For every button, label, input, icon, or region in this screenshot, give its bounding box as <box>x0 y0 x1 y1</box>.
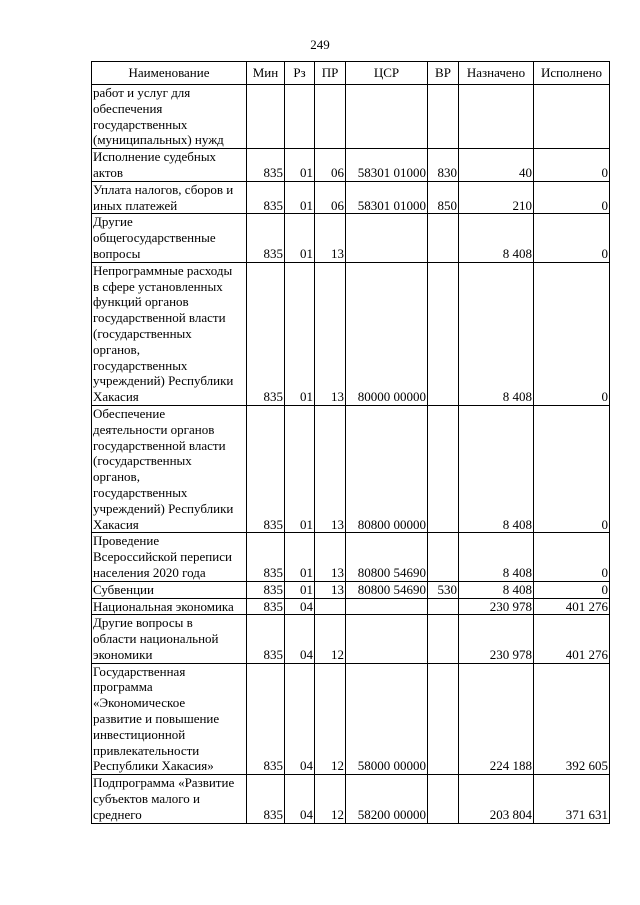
cell-executed: 371 631 <box>534 775 610 823</box>
cell-min: 835 <box>247 262 285 405</box>
cell-vr: 830 <box>428 149 459 182</box>
cell-rz: 01 <box>285 405 315 532</box>
header-vr: ВР <box>428 62 459 85</box>
cell-assigned: 230 978 <box>459 598 534 615</box>
cell-executed: 392 605 <box>534 663 610 775</box>
table-header <box>92 62 610 85</box>
cell-vr <box>428 214 459 262</box>
cell-pr: 13 <box>315 581 346 598</box>
cell-pr: 13 <box>315 405 346 532</box>
table-row <box>92 775 610 823</box>
cell-rz: 04 <box>285 615 315 663</box>
cell-executed: 401 276 <box>534 598 610 615</box>
header-row <box>92 62 610 85</box>
cell-executed: 0 <box>534 405 610 532</box>
cell-vr <box>428 533 459 581</box>
cell-pr: 06 <box>315 149 346 182</box>
cell-csr: 58200 00000 <box>346 775 428 823</box>
cell-assigned: 8 408 <box>459 533 534 581</box>
header-pr: ПР <box>315 62 346 85</box>
table-row <box>92 85 610 149</box>
header-rz: Рз <box>285 62 315 85</box>
cell-csr: 80000 00000 <box>346 262 428 405</box>
table-row <box>92 405 610 532</box>
cell-csr: 58301 01000 <box>346 149 428 182</box>
cell-csr <box>346 85 428 149</box>
cell-pr: 13 <box>315 214 346 262</box>
table-row <box>92 149 610 182</box>
table-row <box>92 533 610 581</box>
cell-rz: 01 <box>285 581 315 598</box>
cell-rz: 01 <box>285 214 315 262</box>
cell-rz: 04 <box>285 663 315 775</box>
cell-assigned: 8 408 <box>459 214 534 262</box>
cell-assigned: 210 <box>459 181 534 214</box>
cell-assigned <box>459 85 534 149</box>
table-row <box>92 214 610 262</box>
cell-min: 835 <box>247 598 285 615</box>
cell-assigned: 230 978 <box>459 615 534 663</box>
table-body <box>92 85 610 824</box>
cell-assigned: 8 408 <box>459 581 534 598</box>
cell-min: 835 <box>247 214 285 262</box>
cell-pr: 12 <box>315 663 346 775</box>
cell-csr: 58301 01000 <box>346 181 428 214</box>
cell-executed: 0 <box>534 533 610 581</box>
cell-min: 835 <box>247 533 285 581</box>
header-min: Мин <box>247 62 285 85</box>
table-row <box>92 615 610 663</box>
cell-name: Субвенции <box>92 581 247 598</box>
header-executed: Исполнено <box>534 62 610 85</box>
cell-csr: 80800 54690 <box>346 581 428 598</box>
cell-min: 835 <box>247 149 285 182</box>
cell-rz: 04 <box>285 775 315 823</box>
cell-csr <box>346 214 428 262</box>
cell-vr <box>428 405 459 532</box>
cell-executed: 0 <box>534 581 610 598</box>
cell-csr <box>346 598 428 615</box>
cell-rz <box>285 85 315 149</box>
cell-min: 835 <box>247 181 285 214</box>
cell-pr: 12 <box>315 615 346 663</box>
cell-name: Уплата налогов, сборов и иных платежей <box>92 181 247 214</box>
cell-name: Подпрограмма «Развитие субъектов малого и среднего <box>92 775 247 823</box>
cell-pr: 13 <box>315 262 346 405</box>
cell-pr: 13 <box>315 533 346 581</box>
table-row <box>92 663 610 775</box>
cell-vr <box>428 615 459 663</box>
cell-csr: 80800 00000 <box>346 405 428 532</box>
header-name: Наименование <box>92 62 247 85</box>
cell-assigned: 203 804 <box>459 775 534 823</box>
cell-executed: 0 <box>534 149 610 182</box>
cell-csr: 80800 54690 <box>346 533 428 581</box>
header-assigned: Назначено <box>459 62 534 85</box>
cell-name: работ и услуг для обеспечения государственных (муниципальных) нужд <box>92 85 247 149</box>
cell-pr <box>315 85 346 149</box>
cell-executed <box>534 85 610 149</box>
cell-vr <box>428 663 459 775</box>
cell-rz: 01 <box>285 533 315 581</box>
cell-pr: 06 <box>315 181 346 214</box>
budget-table <box>91 61 610 824</box>
cell-rz: 04 <box>285 598 315 615</box>
table-row <box>92 262 610 405</box>
table-row <box>92 181 610 214</box>
cell-pr: 12 <box>315 775 346 823</box>
cell-assigned: 224 188 <box>459 663 534 775</box>
cell-rz: 01 <box>285 149 315 182</box>
cell-rz: 01 <box>285 262 315 405</box>
page-number: 249 <box>310 37 330 52</box>
cell-executed: 0 <box>534 181 610 214</box>
cell-vr <box>428 85 459 149</box>
cell-min: 835 <box>247 775 285 823</box>
header-csr: ЦСР <box>346 62 428 85</box>
cell-name: Исполнение судебных актов <box>92 149 247 182</box>
cell-vr: 530 <box>428 581 459 598</box>
cell-csr: 58000 00000 <box>346 663 428 775</box>
cell-assigned: 40 <box>459 149 534 182</box>
cell-min <box>247 85 285 149</box>
cell-assigned: 8 408 <box>459 262 534 405</box>
cell-min: 835 <box>247 615 285 663</box>
cell-name: Другие общегосударственные вопросы <box>92 214 247 262</box>
cell-assigned: 8 408 <box>459 405 534 532</box>
cell-name: Государственная программа «Экономическое развитие и повышение инвестиционной привлекательности Республики Хакасия» <box>92 663 247 775</box>
table-row <box>92 581 610 598</box>
cell-vr: 850 <box>428 181 459 214</box>
cell-rz: 01 <box>285 181 315 214</box>
cell-executed: 0 <box>534 262 610 405</box>
cell-name: Обеспечение деятельности органов государственной власти (государственных органов, государственных учреждений) Республики Хакасия <box>92 405 247 532</box>
table-row <box>92 598 610 615</box>
cell-csr <box>346 615 428 663</box>
cell-name: Национальная экономика <box>92 598 247 615</box>
cell-min: 835 <box>247 581 285 598</box>
cell-pr <box>315 598 346 615</box>
cell-vr <box>428 262 459 405</box>
cell-executed: 401 276 <box>534 615 610 663</box>
cell-name: Проведение Всероссийской переписи населения 2020 года <box>92 533 247 581</box>
cell-name: Другие вопросы в области национальной экономики <box>92 615 247 663</box>
cell-name: Непрограммные расходы в сфере установленных функций органов государственной власти (государственных органов, государственных учреждений) Республики Хакасия <box>92 262 247 405</box>
cell-vr <box>428 598 459 615</box>
cell-min: 835 <box>247 663 285 775</box>
cell-executed: 0 <box>534 214 610 262</box>
cell-min: 835 <box>247 405 285 532</box>
cell-vr <box>428 775 459 823</box>
